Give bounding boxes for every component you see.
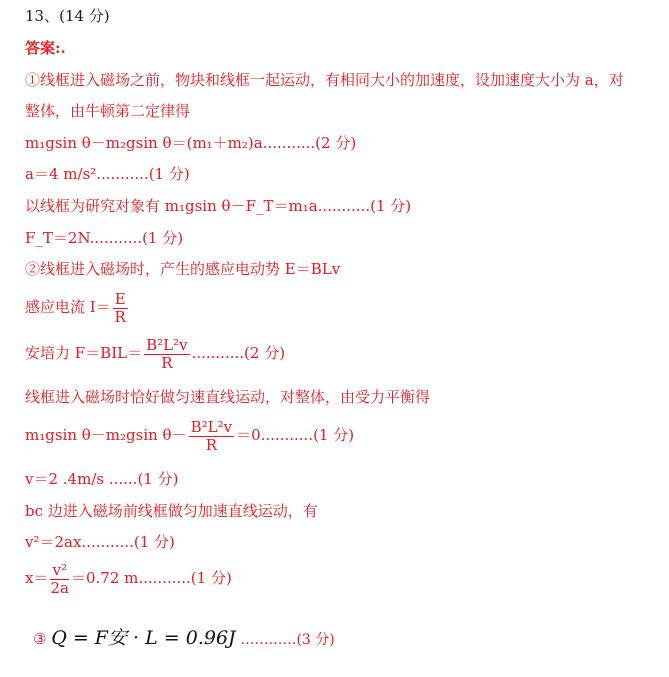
fraction-numerator: B²L²v bbox=[146, 335, 188, 354]
fraction-b2l2v-over-r bbox=[189, 419, 234, 454]
current-label: 感应电流 I＝ bbox=[25, 298, 111, 316]
fraction-e-over-r bbox=[113, 291, 128, 326]
fraction-denominator: R bbox=[161, 353, 173, 372]
solution-line-5: 以线框为研究对象有 m₁gsin θ－F_T＝m₁a...........(1 分) bbox=[25, 197, 412, 215]
fraction-b2l2v-over-r bbox=[144, 337, 189, 372]
solution-line-11 bbox=[25, 418, 354, 454]
fraction-denominator: R bbox=[114, 307, 126, 326]
question-header: 13、(14 分) bbox=[25, 7, 110, 25]
solution-line-4: a＝4 m/s²...........(1 分) bbox=[25, 165, 190, 183]
solution-line-10: 线框进入磁场时恰好做匀速直线运动，对整体，由受力平衡得 bbox=[25, 388, 431, 406]
solution-line-15 bbox=[25, 561, 232, 597]
solution-line-16 bbox=[33, 624, 335, 654]
solution-line-2: 整体，由牛顿第二定律得 bbox=[25, 102, 191, 120]
displacement-label: x＝ bbox=[25, 569, 49, 587]
solution-line-7: ②线框进入磁场时，产生的感应电动势 E＝BLv bbox=[25, 260, 341, 278]
solution-line-6: F_T＝2N...........(1 分) bbox=[25, 229, 184, 247]
balance-lhs: m₁gsin θ－m₂gsin θ－ bbox=[25, 426, 187, 444]
solution-line-13: bc 边进入磁场前线框做匀加速直线运动，有 bbox=[25, 502, 318, 520]
solution-line-8 bbox=[25, 290, 130, 326]
fraction-denominator: R bbox=[205, 435, 217, 454]
score-note: …………(3 分) bbox=[240, 632, 335, 648]
solution-line-12: v＝2 .4m/s ......(1 分) bbox=[25, 470, 179, 488]
fraction-numerator: v² bbox=[52, 560, 67, 579]
fraction-numerator: E bbox=[114, 289, 126, 308]
score-note: ...........(2 分) bbox=[191, 344, 286, 362]
solution-line-14: v²＝2ax...........(1 分) bbox=[25, 533, 175, 551]
solution-line-1: ①线框进入磁场之前，物块和线框一起运动，有相同大小的加速度，设加速度大小为 a，对 bbox=[25, 71, 624, 89]
score-note: ＝0.72 m...........(1 分) bbox=[70, 569, 232, 587]
solution-line-3: m₁gsin θ－m₂gsin θ＝(m₁＋m₂)a...........(2 分) bbox=[25, 134, 357, 152]
ampere-force-label: 安培力 F＝BIL＝ bbox=[25, 344, 143, 362]
heat-equation: Q = F安 · L = 0.96J bbox=[51, 627, 236, 649]
step-three-marker: ③ bbox=[33, 630, 47, 648]
fraction-numerator: B²L²v bbox=[190, 417, 233, 436]
fraction-v2-over-2a bbox=[50, 562, 69, 597]
solution-line-9 bbox=[25, 336, 285, 372]
score-note: ＝0...........(1 分) bbox=[236, 426, 355, 444]
fraction-denominator: 2a bbox=[50, 578, 69, 597]
answer-label: 答案:. bbox=[25, 39, 66, 57]
